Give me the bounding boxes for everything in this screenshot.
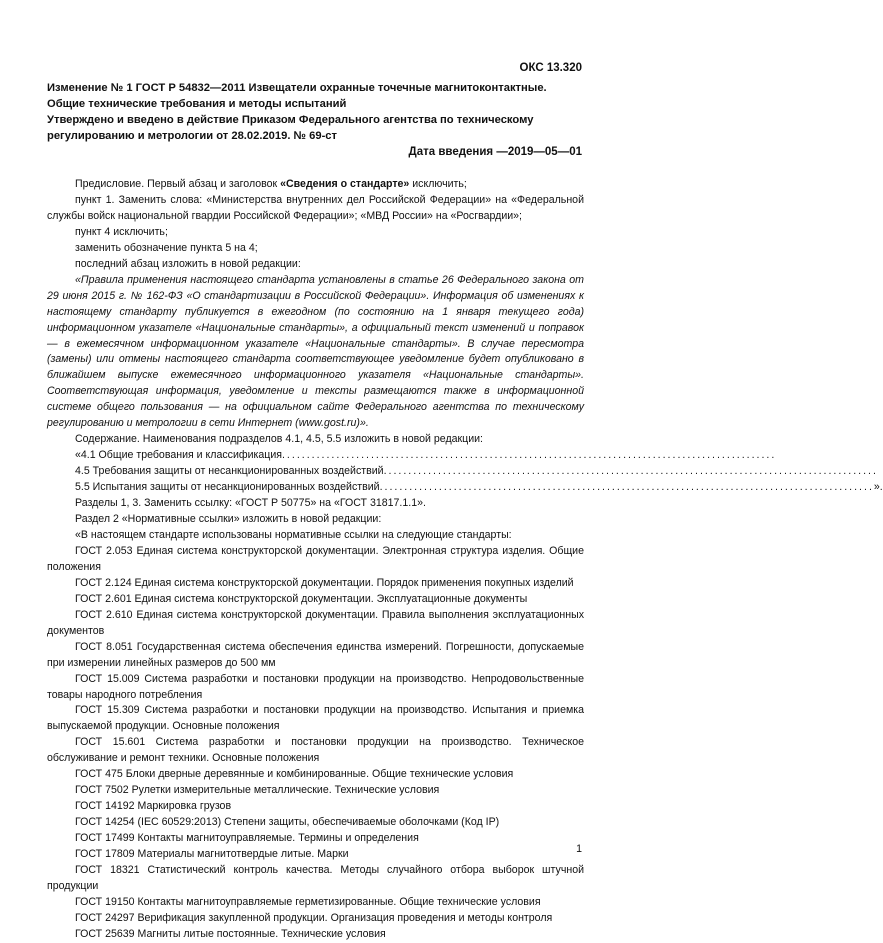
reference-item: ГОСТ 24297 Верификация закупленной продукции. Организация проведения и методы контроля <box>75 911 553 924</box>
reference-item: ГОСТ 2.610 Единая система конструкторской документации. Правила выполнения эксплуатационных документов <box>47 608 584 637</box>
reference-item: ГОСТ 17809 Материалы магнитотвердые литые. Марки <box>75 848 349 861</box>
reference-item: ГОСТ 15.309 Система разработки и постановки продукции на производство. Испытания и приемка выпускаемой продукции. Основные положения <box>47 704 584 733</box>
reference-item: ГОСТ 14254 (IEC 60529:2013) Степени защиты, обеспечиваемые оболочками (Код IP) <box>75 816 500 829</box>
reference-item: ГОСТ 8.051 Государственная система обеспечения единства измерений. Погрешности, допускаемые при измерении линейных размеров до 500 мм <box>47 640 584 669</box>
reference-item: ГОСТ 2.053 Единая система конструкторской документации. Электронная структура изделия. Общие положения <box>47 544 584 573</box>
reference-item: ГОСТ 19150 Контакты магнитоуправляемые герметизированные. Общие технические условия <box>75 895 541 908</box>
amendment-body <box>47 177 883 943</box>
toc-entry: «4.1 Общие требования и классификация .................................................................................................... <box>75 449 777 462</box>
reference-item: ГОСТ 15.009 Система разработки и постановки продукции на производство. Непродовольственные товары народного потребления <box>47 672 584 701</box>
effective-date: Дата введения —2019—05—01 <box>408 146 582 158</box>
paragraph: Разделы 1, 3. Заменить ссылку: «ГОСТ Р 50775» на «ГОСТ 31817.1.1». <box>75 497 426 510</box>
toc-entry: 4.5 Требования защиты от несанкционированных воздействий .................................................................................................... <box>75 465 878 478</box>
reference-item: ГОСТ 25639 Магниты литые постоянные. Технические условия <box>75 927 386 940</box>
approval-statement: Утверждено и введено в действие Приказом Федерального агентства по техническому регулированию и метрологии от 28.02.2019. № 69-ст <box>47 114 534 142</box>
paragraph: Предисловие. Первый абзац и заголовок «Сведения о стандарте» исключить; <box>75 178 467 190</box>
reference-item: ГОСТ 2.601 Единая система конструкторской документации. Эксплуатационные документы <box>75 592 528 605</box>
paragraph: «В настоящем стандарте использованы нормативные ссылки на следующие стандарты: <box>75 528 512 541</box>
reference-item: ГОСТ 18321 Статистический контроль качества. Методы случайного отбора выборок штучной продукции <box>47 863 584 892</box>
reference-item: ГОСТ 475 Блоки дверные деревянные и комбинированные. Общие технические условия <box>75 768 514 781</box>
paragraph: Раздел 2 «Нормативные ссылки» изложить в новой редакции: <box>75 513 382 526</box>
paragraph: пункт 4 исключить; <box>75 225 168 238</box>
paragraph: заменить обозначение пункта 5 на 4; <box>75 241 258 254</box>
reference-item: ГОСТ 2.124 Единая система конструкторской документации. Порядок применения покупных изделий <box>75 576 574 589</box>
paragraph: пункт 1. Заменить слова: «Министерства внутренних дел Российской Федерации» на «Федеральной службы войск национальной гвардии Российской Федерации»; «МВД России» на «Росгвардии»; <box>47 193 584 222</box>
reference-item: ГОСТ 14192 Маркировка грузов <box>75 800 232 813</box>
reference-item: ГОСТ 15.601 Система разработки и постановки продукции на производство. Техническое обслуживание и ремонт техники. Основные положения <box>47 736 584 765</box>
reference-item: ГОСТ 17499 Контакты магнитоуправляемые. Термины и определения <box>75 832 419 845</box>
paragraph: Содержание. Наименования подразделов 4.1, 4.5, 5.5 изложить в новой редакции: <box>75 433 483 446</box>
toc-entry: 5.5 Испытания защиты от несанкционированных воздействий .................................................................................................... ». <box>75 481 883 494</box>
page-number: 1 <box>576 843 582 855</box>
quoted-paragraph: «Правила применения настоящего стандарта установлены в статье 26 Федерального закона от 29 июня 2015 г. № 162-ФЗ «О стандартизации в Российской Федерации». Информация об изменениях к настоящему стандарту публикуется в ежегодном (по состоянию на 1 января текущего года) информационном указателе «Национальные стандарты», а официальный текст изменений и поправок — в ежемесячном информационном указателе «Национальные стандарты». В случае пересмотра (замены) или отмены настоящего стандарта соответствующее уведомление будет опубликовано в ближайшем выпуске ежемесячного информационного указателя «Национальные стандарты». Соответствующая информация, уведомление и тексты размещаются также в информационной системе общего пользования — на официальном сайте Федерального агентства по техническому регулированию и метрологии в сети Интернет (www.gost.ru)». <box>47 273 584 430</box>
paragraph: последний абзац изложить в новой редакции: <box>75 257 301 270</box>
reference-item: ГОСТ 7502 Рулетки измерительные металлические. Технические условия <box>75 784 440 797</box>
amendment-title: Изменение № 1 ГОСТ Р 54832—2011 Извещатели охранные точечные магнитоконтактные. Общие технические требования и методы испытаний <box>47 82 547 110</box>
classification-code: ОКС 13.320 <box>519 62 582 74</box>
